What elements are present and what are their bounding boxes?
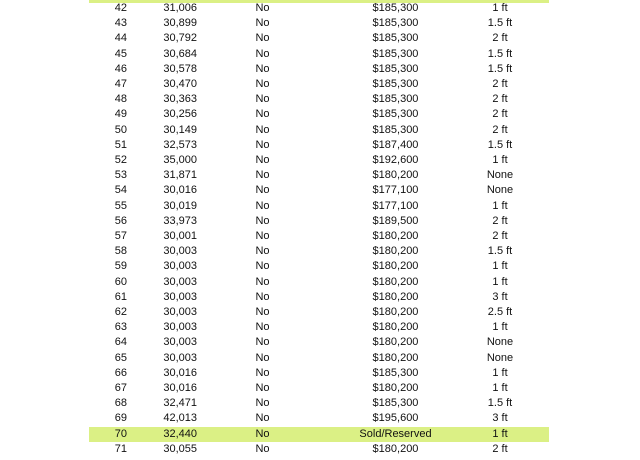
lot-number-cell: 64: [114, 336, 127, 349]
waterfront-cell: No: [255, 138, 270, 151]
table-row: [89, 335, 549, 350]
table-row: [89, 153, 549, 168]
elevation-cell: 3 ft: [492, 290, 508, 303]
square-feet-cell: 30,016: [163, 366, 197, 379]
waterfront-cell: No: [255, 336, 270, 349]
elevation-cell: 1 ft: [492, 321, 508, 334]
square-feet-cell: 30,003: [163, 351, 197, 364]
price-cell: $180,200: [372, 230, 419, 243]
price-cell: $180,200: [372, 245, 419, 258]
square-feet-cell: 32,440: [137, 427, 225, 442]
elevation-cell: 1.5 ft: [487, 17, 513, 30]
price-cell: $185,300: [372, 32, 419, 45]
elevation-cell: 1 ft: [492, 260, 508, 273]
waterfront-cell: No: [255, 412, 270, 425]
elevation-cell: 1.5 ft: [487, 47, 513, 60]
table-row: [89, 427, 549, 442]
lot-table: [89, 1, 549, 457]
lot-number-cell: 46: [114, 62, 127, 75]
square-feet-cell: 30,363: [163, 93, 197, 106]
table-row: [89, 244, 549, 259]
waterfront-cell: No: [255, 351, 270, 364]
elevation-cell: 1 ft: [492, 382, 508, 395]
waterfront-cell: No: [255, 366, 270, 379]
square-feet-cell: 30,792: [163, 32, 197, 45]
price-cell: $180,200: [372, 306, 419, 319]
price-cell: $185,300: [372, 47, 419, 60]
elevation-cell: 2 ft: [492, 108, 508, 121]
table-row: [89, 351, 549, 366]
square-feet-cell: 30,256: [163, 108, 197, 121]
square-feet-cell: 30,003: [163, 290, 197, 303]
waterfront-cell: No: [255, 123, 270, 136]
price-cell: $180,200: [372, 351, 419, 364]
price-cell: $177,100: [372, 199, 419, 212]
table-row: [89, 92, 549, 107]
elevation-cell: 1 ft: [492, 154, 508, 167]
price-cell: $187,400: [372, 138, 419, 151]
lot-number-cell: 50: [114, 123, 127, 136]
waterfront-cell: No: [255, 397, 270, 410]
price-cell: $180,200: [372, 260, 419, 273]
lot-number-cell: 63: [114, 321, 127, 334]
price-cell: Sold/Reserved: [300, 427, 451, 442]
lot-number-cell: 48: [114, 93, 127, 106]
waterfront-cell: No: [255, 306, 270, 319]
lot-number-cell: 58: [114, 245, 127, 258]
price-cell: $185,300: [372, 78, 419, 91]
price-cell: $180,200: [372, 169, 419, 182]
elevation-cell: None: [486, 184, 514, 197]
elevation-cell: 2 ft: [492, 442, 508, 455]
square-feet-cell: 33,973: [163, 214, 197, 227]
table-row: [89, 183, 549, 198]
price-cell: $180,200: [372, 442, 419, 455]
lot-number-cell: 69: [114, 412, 127, 425]
table-row: [89, 123, 549, 138]
elevation-cell: 1 ft: [492, 2, 508, 14]
price-cell: $180,200: [372, 321, 419, 334]
price-cell: $185,300: [372, 62, 419, 75]
elevation-cell: 1 ft: [492, 366, 508, 379]
square-feet-cell: 30,003: [163, 306, 197, 319]
elevation-cell: None: [486, 336, 514, 349]
lot-number-cell: 60: [114, 275, 127, 288]
waterfront-cell: No: [255, 230, 270, 243]
price-cell: $195,600: [372, 412, 419, 425]
waterfront-cell: No: [255, 321, 270, 334]
elevation-cell: 2.5 ft: [487, 306, 513, 319]
price-cell: $177,100: [372, 184, 419, 197]
square-feet-cell: 30,684: [163, 47, 197, 60]
lot-number-cell: 45: [114, 47, 127, 60]
elevation-cell: 1 ft: [492, 275, 508, 288]
waterfront-cell: No: [255, 78, 270, 91]
waterfront-cell: No: [255, 290, 270, 303]
table-row: [89, 62, 549, 77]
lot-number-cell: 55: [114, 199, 127, 212]
elevation-cell: 2 ft: [492, 93, 508, 106]
lot-number-cell: 71: [114, 442, 127, 455]
waterfront-cell: No: [255, 382, 270, 395]
square-feet-cell: 32,471: [163, 397, 197, 410]
square-feet-cell: 30,470: [163, 78, 197, 91]
square-feet-cell: 30,578: [163, 62, 197, 75]
lot-number-cell: 68: [114, 397, 127, 410]
lot-number-cell: 51: [114, 138, 127, 151]
lot-number-cell: 44: [114, 32, 127, 45]
waterfront-cell: No: [255, 214, 270, 227]
price-cell: $180,200: [372, 382, 419, 395]
price-cell: $185,300: [372, 123, 419, 136]
square-feet-cell: 30,899: [163, 17, 197, 30]
table-row: [89, 138, 549, 153]
waterfront-cell: No: [255, 442, 270, 455]
lot-number-cell: 65: [114, 351, 127, 364]
square-feet-cell: 35,000: [163, 154, 197, 167]
lot-number-cell: 56: [114, 214, 127, 227]
lot-number-cell: 47: [114, 78, 127, 91]
price-cell: $192,600: [372, 154, 419, 167]
lot-number-cell: 66: [114, 366, 127, 379]
waterfront-cell: No: [255, 169, 270, 182]
waterfront-cell: No: [255, 275, 270, 288]
lot-number-cell: 54: [114, 184, 127, 197]
table-row: [89, 77, 549, 92]
square-feet-cell: 32,573: [163, 138, 197, 151]
elevation-cell: 1 ft: [492, 199, 508, 212]
elevation-cell: 1.5 ft: [487, 62, 513, 75]
elevation-cell: None: [486, 169, 514, 182]
square-feet-cell: 30,003: [163, 336, 197, 349]
square-feet-cell: 30,001: [163, 230, 197, 243]
table-row: [89, 305, 549, 320]
square-feet-cell: 30,016: [163, 382, 197, 395]
elevation-cell: 1 ft: [451, 427, 549, 442]
table-row: [89, 381, 549, 396]
elevation-cell: None: [486, 351, 514, 364]
table-row: [89, 442, 549, 457]
price-cell: $185,300: [372, 108, 419, 121]
waterfront-cell: No: [255, 184, 270, 197]
waterfront-cell: No: [255, 260, 270, 273]
waterfront-cell: No: [255, 108, 270, 121]
square-feet-cell: 30,019: [163, 199, 197, 212]
lot-number-cell: 67: [114, 382, 127, 395]
lot-number-cell: 59: [114, 260, 127, 273]
elevation-cell: 2 ft: [492, 123, 508, 136]
square-feet-cell: 31,871: [163, 169, 197, 182]
table-row: [89, 366, 549, 381]
lot-number-cell: 49: [114, 108, 127, 121]
price-cell: $185,300: [372, 93, 419, 106]
table-row: [89, 214, 549, 229]
elevation-cell: 1.5 ft: [487, 397, 513, 410]
table-row: [89, 168, 549, 183]
price-cell: $180,200: [372, 290, 419, 303]
table-row: [89, 229, 549, 244]
waterfront-cell: No: [255, 62, 270, 75]
table-row: [89, 396, 549, 411]
lot-number-cell: 53: [114, 169, 127, 182]
table-row: [89, 31, 549, 46]
elevation-cell: 1.5 ft: [487, 245, 513, 258]
square-feet-cell: 42,013: [163, 412, 197, 425]
waterfront-cell: No: [255, 93, 270, 106]
table-row: [89, 411, 549, 426]
price-cell: $185,300: [372, 366, 419, 379]
price-cell: $185,300: [372, 397, 419, 410]
table-row: [89, 1, 549, 16]
price-cell: $189,500: [372, 214, 419, 227]
table-row: [89, 199, 549, 214]
table-row: [89, 47, 549, 62]
lot-number-cell: 43: [114, 17, 127, 30]
waterfront-cell: No: [225, 427, 300, 442]
square-feet-cell: 30,016: [163, 184, 197, 197]
lot-number-cell: 42: [114, 2, 127, 14]
waterfront-cell: No: [255, 47, 270, 60]
table-row: [89, 16, 549, 31]
lot-number-cell: 57: [114, 230, 127, 243]
square-feet-cell: 30,003: [163, 321, 197, 334]
price-cell: $180,200: [372, 336, 419, 349]
square-feet-cell: 30,003: [163, 245, 197, 258]
lot-number-cell: 62: [114, 306, 127, 319]
lot-number-cell: 70: [89, 427, 137, 442]
square-feet-cell: 30,003: [163, 275, 197, 288]
table-row: [89, 290, 549, 305]
price-cell: $180,200: [372, 275, 419, 288]
square-feet-cell: 30,055: [163, 442, 197, 455]
square-feet-cell: 30,003: [163, 260, 197, 273]
table-row: [89, 259, 549, 274]
waterfront-cell: No: [255, 2, 270, 14]
square-feet-cell: 31,006: [163, 2, 197, 14]
waterfront-cell: No: [255, 245, 270, 258]
elevation-cell: 3 ft: [492, 412, 508, 425]
lot-table-body: [89, 1, 549, 457]
elevation-cell: 1.5 ft: [487, 138, 513, 151]
price-cell: $185,300: [372, 17, 419, 30]
table-row: [89, 275, 549, 290]
elevation-cell: 2 ft: [492, 32, 508, 45]
lot-number-cell: 52: [114, 154, 127, 167]
square-feet-cell: 30,149: [163, 123, 197, 136]
lot-number-cell: 61: [114, 290, 127, 303]
table-row: [89, 320, 549, 335]
table-row: [89, 107, 549, 122]
elevation-cell: 2 ft: [492, 78, 508, 91]
waterfront-cell: No: [255, 154, 270, 167]
elevation-cell: 2 ft: [492, 214, 508, 227]
elevation-cell: 2 ft: [492, 230, 508, 243]
waterfront-cell: No: [255, 32, 270, 45]
price-cell: $185,300: [372, 2, 419, 14]
waterfront-cell: No: [255, 17, 270, 30]
waterfront-cell: No: [255, 199, 270, 212]
